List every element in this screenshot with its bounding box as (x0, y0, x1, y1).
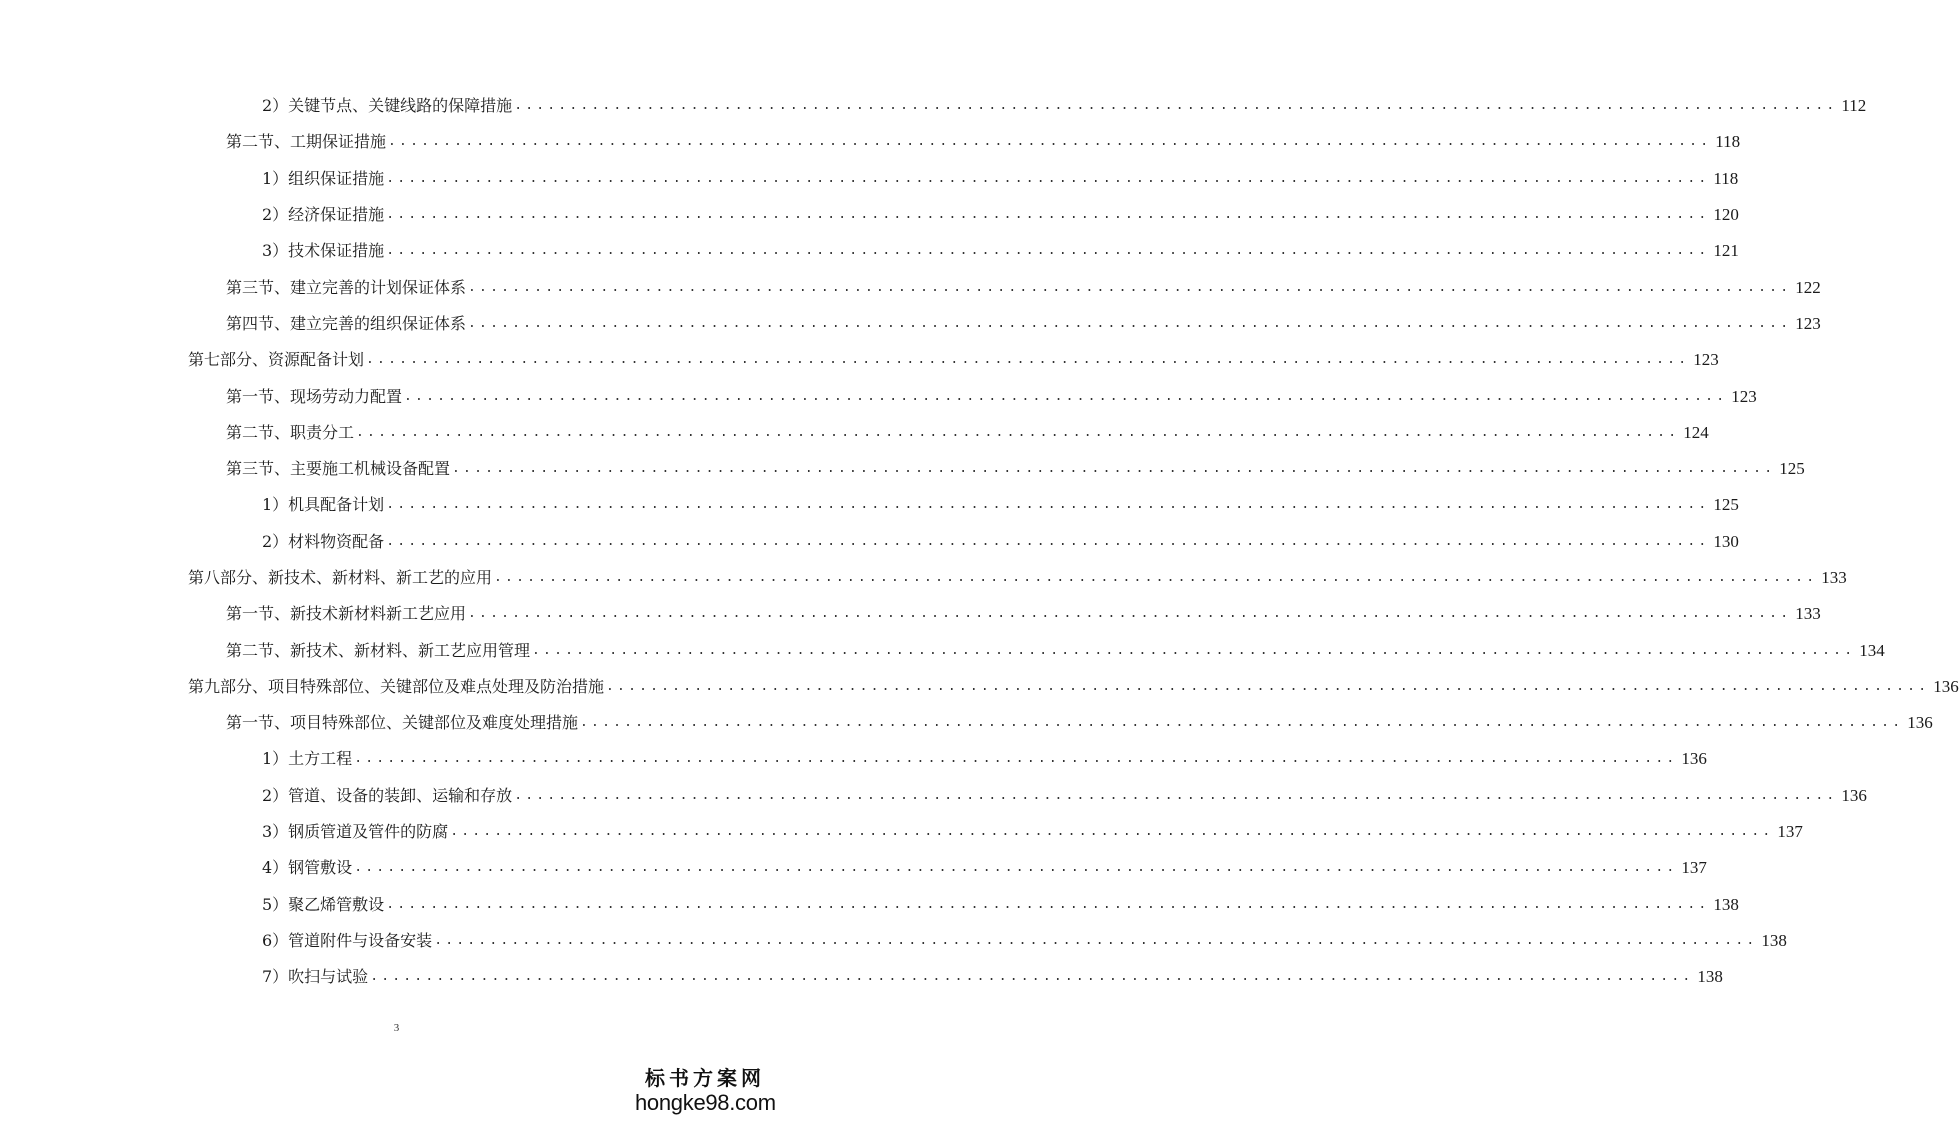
toc-entry-page: 138 (1713, 894, 1739, 914)
toc-entry[interactable] (0, 596, 1821, 632)
toc-entry[interactable] (0, 923, 1787, 959)
toc-entry-page: 136 (1681, 749, 1707, 769)
toc-entry-page: 125 (1779, 459, 1805, 479)
toc-entry-title: 2）材料物资配备 (262, 524, 386, 560)
toc-dot-leader: ........................................................................................................................ (468, 606, 1792, 622)
toc-dot-leader: ........................................................................................................................ (366, 352, 1690, 368)
toc-dot-leader: ........................................................................................................................ (386, 170, 1710, 186)
toc-entry-page: 123 (1693, 350, 1719, 370)
toc-dot-leader: ........................................................................................................................ (494, 570, 1818, 585)
toc-entry-title: 第一节、现场劳动力配置 (226, 379, 404, 415)
page-number: 3 (393, 1022, 400, 1034)
toc-entry-title: 3）钢质管道及管件的防腐 (262, 814, 450, 850)
toc-dot-leader: ........................................................................................................................ (468, 279, 1792, 295)
toc-entry[interactable] (0, 415, 1709, 451)
toc-entry-page: 136 (1841, 785, 1867, 805)
toc-dot-leader: ........................................................................................................................ (606, 678, 1930, 694)
toc-entry[interactable] (0, 161, 1739, 197)
toc-dot-leader: ........................................................................................................................ (514, 98, 1838, 114)
toc-entry-title: 第三节、建立完善的计划保证体系 (226, 270, 468, 306)
toc-entry-title: 1）组织保证措施 (262, 161, 386, 197)
toc-entry-page: 123 (1731, 386, 1757, 406)
toc-dot-leader: ........................................................................................................................ (386, 533, 1710, 549)
toc-dot-leader: ........................................................................................................................ (468, 315, 1792, 331)
toc-entry[interactable] (0, 632, 1885, 668)
toc-entry-title: 3）技术保证措施 (262, 233, 386, 269)
toc-entry-page: 123 (1795, 313, 1821, 333)
toc-entry-title: 第二节、工期保证措施 (226, 124, 388, 160)
toc-entry-title: 4）钢管敷设 (262, 850, 354, 886)
toc-entry-page: 124 (1683, 422, 1709, 442)
toc-entry-title: 第二节、职责分工 (226, 415, 356, 451)
toc-entry-page: 112 (1841, 96, 1867, 116)
toc-entry[interactable] (0, 269, 1821, 305)
toc-entry-page: 130 (1713, 531, 1739, 551)
toc-dot-leader: ........................................................................................................................ (386, 497, 1710, 513)
table-of-contents (0, 88, 1959, 995)
toc-entry-page: 136 (1933, 676, 1959, 696)
toc-entry-page: 125 (1713, 495, 1739, 515)
toc-entry-page: 136 (1907, 713, 1933, 733)
watermark-url: hongke98.com (635, 1090, 776, 1115)
toc-entry[interactable] (0, 451, 1805, 487)
toc-entry[interactable] (0, 560, 1847, 596)
toc-dot-leader: ........................................................................................................................ (354, 751, 1678, 767)
toc-entry-title: 第一节、项目特殊部位、关键部位及难度处理措施 (226, 705, 580, 741)
toc-entry-title: 2）关键节点、关键线路的保障措施 (262, 88, 514, 124)
toc-dot-leader: ........................................................................................................................ (386, 896, 1710, 912)
toc-dot-leader: ........................................................................................................................ (388, 134, 1712, 150)
toc-entry[interactable] (0, 306, 1821, 342)
toc-entry-title: 第八部分、新技术、新材料、新工艺的应用 (188, 560, 494, 596)
toc-entry-page: 122 (1795, 277, 1821, 297)
watermark-logo (635, 1066, 775, 1116)
toc-entry-title: 1）土方工程 (262, 741, 354, 777)
toc-dot-leader: ........................................................................................................................ (404, 388, 1728, 404)
toc-dot-leader: ........................................................................................................................ (450, 824, 1774, 840)
toc-entry-title: 第四节、建立完善的组织保证体系 (226, 306, 468, 342)
toc-entry-title: 2）经济保证措施 (262, 197, 386, 233)
toc-entry[interactable] (0, 524, 1739, 560)
toc-dot-leader: ........................................................................................................................ (514, 787, 1838, 803)
toc-entry-title: 第一节、新技术新材料新工艺应用 (226, 596, 468, 632)
toc-entry-title: 5）聚乙烯管敷设 (262, 887, 386, 923)
toc-entry[interactable] (0, 669, 1959, 705)
toc-dot-leader: ........................................................................................................................ (452, 461, 1776, 477)
toc-entry[interactable] (0, 88, 1867, 124)
toc-entry-title: 第三节、主要施工机械设备配置 (226, 451, 452, 487)
toc-dot-leader: ........................................................................................................................ (580, 715, 1904, 731)
toc-entry-title: 第九部分、项目特殊部位、关键部位及难点处理及防治措施 (188, 669, 606, 705)
toc-entry[interactable] (0, 778, 1867, 814)
toc-entry-title: 2）管道、设备的装卸、运输和存放 (262, 778, 514, 814)
toc-entry[interactable] (0, 378, 1757, 414)
toc-entry[interactable] (0, 814, 1803, 850)
toc-entry[interactable] (0, 887, 1739, 923)
toc-entry[interactable] (0, 124, 1741, 160)
toc-entry[interactable] (0, 850, 1707, 886)
toc-entry-title: 6）管道附件与设备安装 (262, 923, 434, 959)
toc-entry-title: 第七部分、资源配备计划 (188, 342, 366, 378)
toc-entry-title: 1）机具配备计划 (262, 487, 386, 523)
toc-entry[interactable] (0, 487, 1739, 523)
toc-entry-page: 118 (1715, 132, 1741, 152)
toc-entry-page: 121 (1713, 241, 1739, 261)
toc-entry[interactable] (0, 233, 1739, 269)
toc-entry-page: 138 (1761, 930, 1787, 950)
toc-entry-page: 133 (1795, 604, 1821, 624)
toc-entry[interactable] (0, 342, 1719, 378)
toc-dot-leader: ........................................................................................................................ (386, 243, 1710, 259)
toc-entry[interactable] (0, 959, 1723, 995)
toc-entry[interactable] (0, 741, 1707, 777)
toc-dot-leader: ........................................................................................................................ (370, 969, 1694, 985)
toc-entry-page: 137 (1777, 822, 1803, 842)
toc-entry-title: 第二节、新技术、新材料、新工艺应用管理 (226, 633, 532, 669)
toc-entry[interactable] (0, 705, 1933, 741)
toc-entry-page: 134 (1859, 640, 1885, 660)
toc-dot-leader: ........................................................................................................................ (386, 207, 1710, 223)
toc-entry[interactable] (0, 197, 1739, 233)
toc-dot-leader: ........................................................................................................................ (354, 860, 1678, 876)
toc-entry-page: 118 (1713, 168, 1739, 188)
toc-entry-page: 120 (1713, 205, 1739, 225)
watermark-site-name: 标书方案网 (645, 1066, 765, 1090)
toc-entry-page: 138 (1697, 967, 1723, 987)
toc-entry-title: 7）吹扫与试验 (262, 959, 370, 995)
toc-entry-page: 137 (1681, 858, 1707, 878)
toc-dot-leader: ........................................................................................................................ (434, 932, 1758, 948)
toc-dot-leader: ........................................................................................................................ (356, 424, 1680, 440)
toc-dot-leader: ........................................................................................................................ (532, 642, 1856, 658)
toc-entry-page: 133 (1821, 568, 1847, 587)
